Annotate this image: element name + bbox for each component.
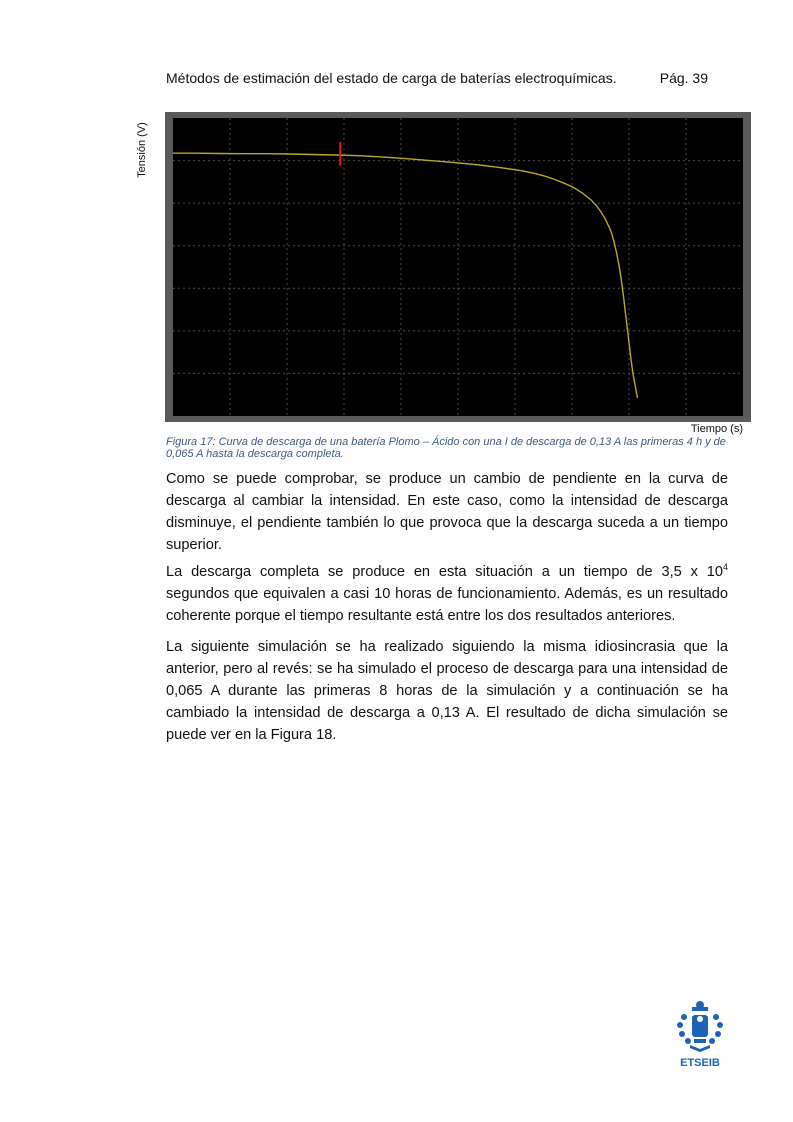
chart-figure	[165, 112, 751, 422]
chart-svg	[165, 112, 751, 422]
paragraph-2-exponent: 4	[722, 562, 728, 572]
paragraph-2-text-a: La descarga completa se produce en esta situación a un tiempo de 3,5 x 10	[166, 563, 723, 580]
paragraph-2	[166, 556, 728, 627]
paragraph-2-text-b: segundos que equivalen a casi 10 horas de funcionamiento. Además, es un resultado coherente porque el tiempo resultante está entre los dos resultados anteriores.	[166, 585, 728, 624]
figure-caption: Figura 17: Curva de descarga de una batería Plomo – Ácido con una I de descarga de 0,13 A las primeras 4 h y de 0,065 A hasta la descarga completa.	[166, 436, 726, 460]
page-number: Pág. 39	[659, 70, 708, 86]
x-axis-label: Tiempo (s)	[690, 423, 743, 435]
paragraph-1: Como se puede comprobar, se produce un cambio de pendiente en la curva de descarga al cambiar la intensidad. En este caso, como la intensidad de descarga disminuye, el pendiente también lo que provoca que la descarga suceda a un tiempo superior.	[166, 471, 728, 553]
paragraph-3: La siguiente simulación se ha realizado siguiendo la misma idiosincrasia que la anterior, pero al revés: se ha simulado el proceso de descarga para una intensidad de 0,065 A durante las primeras 8 horas de la simulación y a continuación se ha cambiado la intensidad de descarga a 0,13 A. El resultado de dicha simulación se puede ver en la Figura 18.	[166, 639, 728, 743]
etseib-seal-icon	[670, 995, 730, 1070]
header-title: Métodos de estimación del estado de carga de baterías electroquímicas.	[166, 70, 617, 86]
etseib-logo	[670, 995, 730, 1070]
y-axis-label-container	[135, 118, 160, 188]
logo-text: ETSEIB	[680, 1057, 720, 1069]
y-axis-label: Tensión (V)	[135, 122, 148, 178]
